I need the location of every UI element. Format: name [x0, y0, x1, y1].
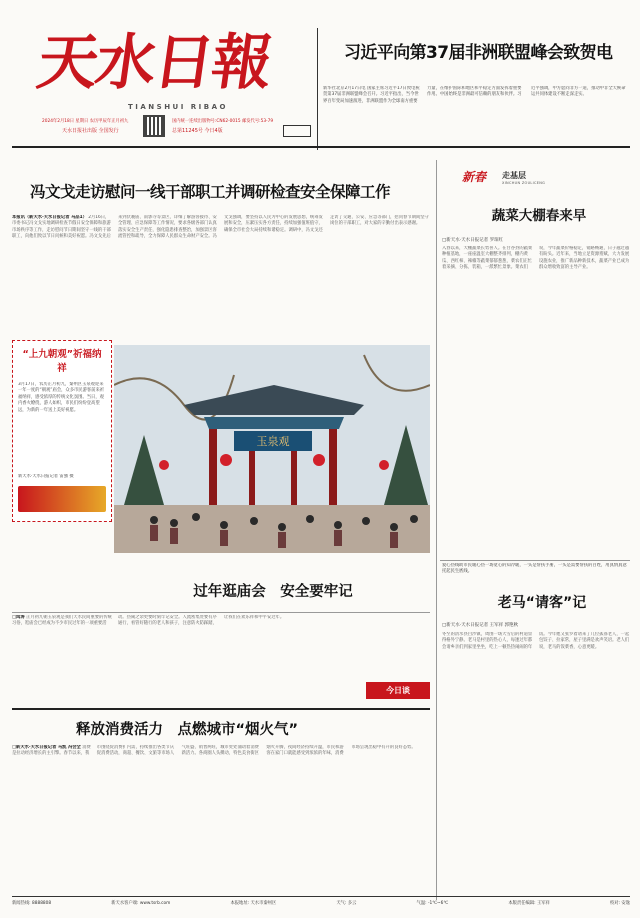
main-story-headline: 冯文戈走访慰问一线干部职工并调研检查安全保障工作: [30, 183, 391, 201]
footer-rule: [12, 896, 630, 897]
column-logo-main: 新春: [462, 170, 487, 184]
masthead-qr-badge: [283, 125, 311, 137]
inset-ornament: [18, 486, 106, 512]
quote-rule-top: [440, 560, 630, 561]
bottom-story-body: [12, 745, 430, 885]
bottom-story-headline: 释放消费活力 点燃城市“烟火气”: [76, 722, 299, 738]
footer-site: 新天水客户端: www.tsrb.com: [111, 901, 171, 906]
masthead-publisher: 天水日报社出版 全国发行: [62, 128, 119, 134]
column-logo: [462, 168, 582, 190]
temple-photo: [114, 345, 430, 553]
main-story-text: 2月16日，市委书记冯文戈实地调研检查节假日安全保障和旅游市场秩序等工作，走访慰问节日期间坚守一线的干部职工，向他们致以节日问候和美好祝愿。冯文戈先后来到伏羲庙、南郭寺等景区，详细了解游客接待、安全管理、应急保障等工作情况，要求各级各部门认真落实安全生产责任，强化隐患排查整治，加强景区客流管控和疏导，全力保障人民群众生命财产安全。冯文戈强调，要坚持以人民为中心的发展思想，统筹发展和安全，压紧压实各方责任，持续加强值班值守，确保全市社会大局持续和谐稳定。调研中，冯文戈还走访了交通、公安、应急等部门，慰问春节期间坚守岗位的干部职工，对大家的辛勤付出表示感谢。: [12, 215, 429, 240]
bottom-story-rule: [12, 708, 430, 710]
second-column-byline: □新天水·天水日报记者 王军祥 郭艳秋: [442, 623, 519, 628]
column-body: 入春以来，大棚蔬菜长势喜人。在甘谷县的蔬菜种植基地，一座座温室大棚整齐排列，棚内黄瓜、西红柿、辣椒等蔬菜郁郁葱葱，菜农们正忙着采摘、分拣、装箱，一派繁忙景象。菜农们说，今年蔬菜价格稳定，销路畅通，日子越过越有盼头。近年来，当地立足资源禀赋，大力发展设施农业，推广新品种新技术，蔬菜产业已成为群众增收致富的主导产业。: [442, 246, 630, 271]
main-story-byline: 本报讯（新天水·天水日报记者 马品1）: [12, 215, 87, 220]
column-divider: [436, 160, 437, 900]
lead-headline: 习近平向第37届非洲联盟峰会致贺电: [344, 43, 613, 63]
column-logo-pinyin: XINCHUN ZOULICENG: [502, 181, 546, 185]
masthead-cn-code: 国内统一连续出版物号:CN62-0015 邮发代号:53-79: [172, 119, 274, 124]
masthead-pinyin: TIANSHUI RIBAO: [128, 103, 228, 111]
second-column-body: 冬至的清水县白沙镇，周围一场大雪后的村道显得格外宁静。老马是村里的热心人，每逢过年都会请乡亲们到家里坐坐，吃上一顿热热闹闹的年饭。今年他又张罗着请来了几位孤寡老人，一起包饺子、拉家常，屋子里满是欢声笑语。老人们说，老马的饭菜香，心意更暖。: [442, 632, 630, 650]
divider-vertical: [317, 28, 318, 150]
footer-address: 本报地址: 天水市秦州区: [230, 901, 277, 906]
masthead-issue: 总第11245号 今日4版: [172, 128, 223, 134]
editorial-title: 过年逛庙会 安全要牢记: [193, 584, 353, 600]
masthead: [0, 0, 640, 168]
inset-box: [12, 340, 112, 522]
lead-text: 新华社北京2月17日电 国家主席习近平17日致电祝贺第37届非洲联盟峰会召开。习近平指出，当今世界百年变局加速演进，非洲联盟作为全球南方重要力量，在维护国际和地区和平稳定方面发挥着重要作用。中国始终是非洲最可信赖的朋友和伙伴。习近平强调，中方愿同非方一道，推动中非全天候命运共同体建设不断走深走实。: [323, 86, 626, 104]
inset-body: 3月17日，农历正月初九，秦州区玉泉观迎来一年一度的“朝观”庙会，众多市民游客前来祈福纳祥，感受浓厚的传统文化氛围。当日，观内香火缭绕，游人如织，市民们纷纷登高望远，为新的一年送上美好祝愿。: [18, 382, 105, 413]
masthead-bottom-rule: [12, 146, 630, 148]
footer-temperature: 气温: -1℃~6℃: [416, 901, 449, 906]
today-talk-badge: 今日谈: [366, 682, 430, 699]
footer-editor: 本版责任编辑: 王军祥: [508, 901, 550, 906]
inset-credit: 新天水·天水日报记者 雷强 摄: [18, 474, 74, 479]
column-title: 蔬菜大棚春来早: [491, 208, 587, 224]
footer-hotline: 新闻热线: 8888808: [12, 901, 52, 906]
inset-title: “上九朝观”祈福纳祥: [22, 349, 102, 374]
editorial-text: 正月初九朝玉泉观是我们天水民间重要的传统习俗，逛庙会已经成为不少市民过年的一项重要活动。热闹之余更要时刻牢记安全。人流密集处要有序通行，看管好随行的老人和孩子，注意防火防踩踏，让我们在欢乐祥和中平安过年。: [12, 615, 285, 627]
bottom-story-byline: □新天水·天水日报记者 马凯 冯会全: [12, 745, 81, 750]
bottom-story-text: 消费是拉动经济增长的主引擎。春节以来，我市围绕促消费扩内需，持续推出各类节庆促消费活动，商超、餐饮、文旅等市场人气旺盛、销售两旺，城市处处涌动着消费新活力。各商圈人头攒动，特色美食街区烟火升腾，夜间经济持续升温，市民和游客在家门口就能感受到浓浓的年味，消费市场呈现出稳中有升的良好态势。: [12, 745, 416, 757]
footer-checker: 校对: 安逸: [609, 901, 630, 906]
second-column-title: 老马“请客”记: [497, 595, 587, 611]
footer: [12, 900, 630, 910]
editorial-rule: [12, 612, 430, 613]
editorial-author: □鸿涛: [12, 615, 25, 620]
masthead-title: 天水日報: [33, 28, 275, 98]
column-byline: □新天水·天水日报记者 罗琛红: [442, 238, 504, 243]
column-logo-side: 走基层: [502, 171, 526, 180]
main-story-body: [12, 215, 430, 345]
footer-weather: 天气: 多云: [336, 901, 357, 906]
temple-photo-image: [114, 345, 430, 553]
masthead-date: 2024年2月18日 星期日 农历甲辰年正月初九: [42, 119, 129, 124]
qr-code: [143, 115, 165, 137]
second-column-quote: 爱心热线助市民暖心热一场宽心的知冷暖，一头是帮扶手册，一头是需要帮扶的百姓，用真情真意托起民生底线。: [442, 563, 627, 575]
photo-gate-sign: 玉泉观: [256, 435, 290, 448]
